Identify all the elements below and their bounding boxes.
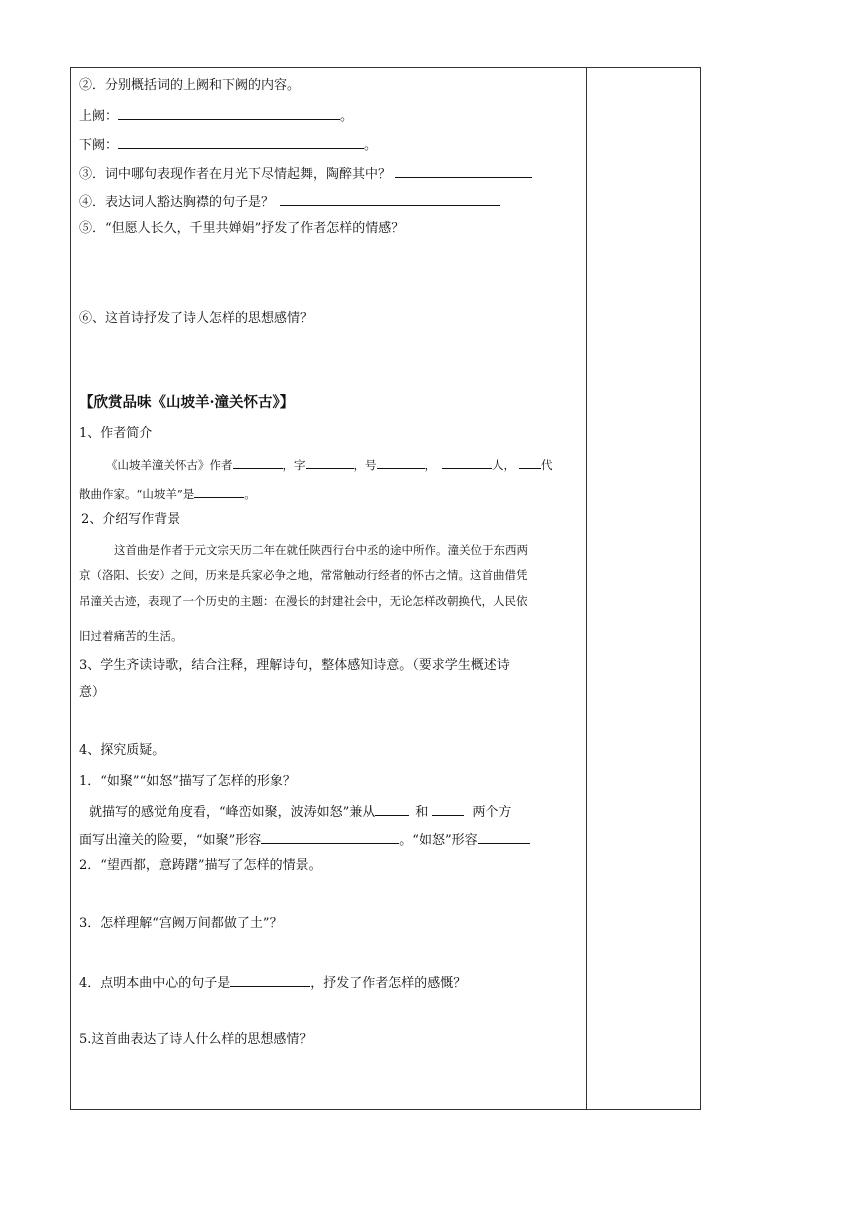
question-6: ⑥、这首诗抒发了诗人怎样的思想感情？ bbox=[79, 311, 314, 326]
explore-question-5: 5.这首曲表达了诗人什么样的思想感情？ bbox=[79, 1032, 313, 1047]
answer-blank[interactable] bbox=[230, 974, 310, 987]
answer-blank[interactable] bbox=[118, 107, 340, 120]
author-line-1: 《山坡羊潼关怀古》作者 ，字 ，号 ， 人， 代 bbox=[106, 458, 553, 472]
answer-blank[interactable] bbox=[261, 831, 399, 844]
explore-q1-answer-line-1: 就描写的感觉角度看，“峰峦如聚，波涛如怒”兼从 和 两个方 bbox=[89, 805, 512, 820]
explore-question-1: 1．“如聚”“如怒”描写了怎样的形象？ bbox=[79, 774, 296, 789]
question-2: ②．分别概括词的上阙和下阙的内容。 bbox=[79, 78, 301, 93]
answer-blank[interactable] bbox=[478, 831, 530, 844]
reading-line-2: 意） bbox=[79, 685, 106, 700]
answer-blank[interactable] bbox=[432, 803, 464, 816]
background-line: 这首曲是作者于元文宗天历二年在就任陕西行台中丞的途中所作。潼关位于东西两 bbox=[114, 543, 528, 557]
answer-blank[interactable] bbox=[118, 136, 364, 149]
explore-question-3: 3．怎样理解“宫阙万间都做了土”？ bbox=[79, 916, 283, 931]
explore-heading: 4、探究质疑。 bbox=[79, 743, 166, 758]
author-heading: 1、作者简介 bbox=[79, 426, 153, 441]
background-line: 旧过着痛苦的生活。 bbox=[79, 629, 183, 643]
author-line-2: 散曲作家。“山坡羊”是 。 bbox=[79, 487, 256, 501]
background-line: 京（洛阳、长安）之间，历来是兵家必争之地，常常触动行经者的怀古之情。这首曲借凭 bbox=[79, 568, 528, 582]
answer-blank[interactable] bbox=[442, 456, 492, 469]
explore-q1-answer-line-2: 面写出潼关的险要，“如聚”形容 。“如怒”形容 bbox=[79, 831, 530, 849]
answer-blank[interactable] bbox=[306, 456, 354, 469]
answer-blank[interactable] bbox=[375, 803, 409, 816]
section-title: 【欣赏品味《山坡羊·潼关怀古》】 bbox=[79, 394, 295, 411]
answer-blank[interactable] bbox=[280, 193, 500, 206]
explore-question-2: 2．“望西都，意踌躇”描写了怎样的情景。 bbox=[79, 858, 322, 873]
reading-line-1: 3、学生齐读诗歌，结合注释，理解诗句，整体感知诗意。（要求学生概述诗 bbox=[79, 658, 510, 673]
column-divider bbox=[586, 67, 587, 1110]
answer-blank[interactable] bbox=[233, 456, 283, 469]
answer-blank[interactable] bbox=[194, 485, 244, 498]
answer-blank[interactable] bbox=[519, 456, 541, 469]
lower-stanza-answer: 下阙： 。 bbox=[79, 138, 378, 153]
question-4: ④．表达词人豁达胸襟的句子是？ bbox=[79, 193, 500, 211]
background-heading: 2、介绍写作背景 bbox=[81, 512, 181, 527]
question-5: ⑤．“但愿人长久，千里共婵娟”抒发了作者怎样的情感？ bbox=[79, 221, 405, 236]
explore-question-4: 4．点明本曲中心的句子是 ，抒发了作者怎样的感慨？ bbox=[79, 976, 467, 991]
background-line: 吊潼关古迹，表现了一个历史的主题：在漫长的封建社会中，无论怎样改朝换代，人民依 bbox=[79, 594, 528, 608]
answer-blank[interactable] bbox=[377, 456, 425, 469]
answer-blank[interactable] bbox=[395, 165, 532, 178]
question-3: ③．词中哪句表现作者在月光下尽情起舞，陶醉其中？ bbox=[79, 165, 532, 183]
upper-stanza-answer: 上阙： 。 bbox=[79, 109, 354, 124]
